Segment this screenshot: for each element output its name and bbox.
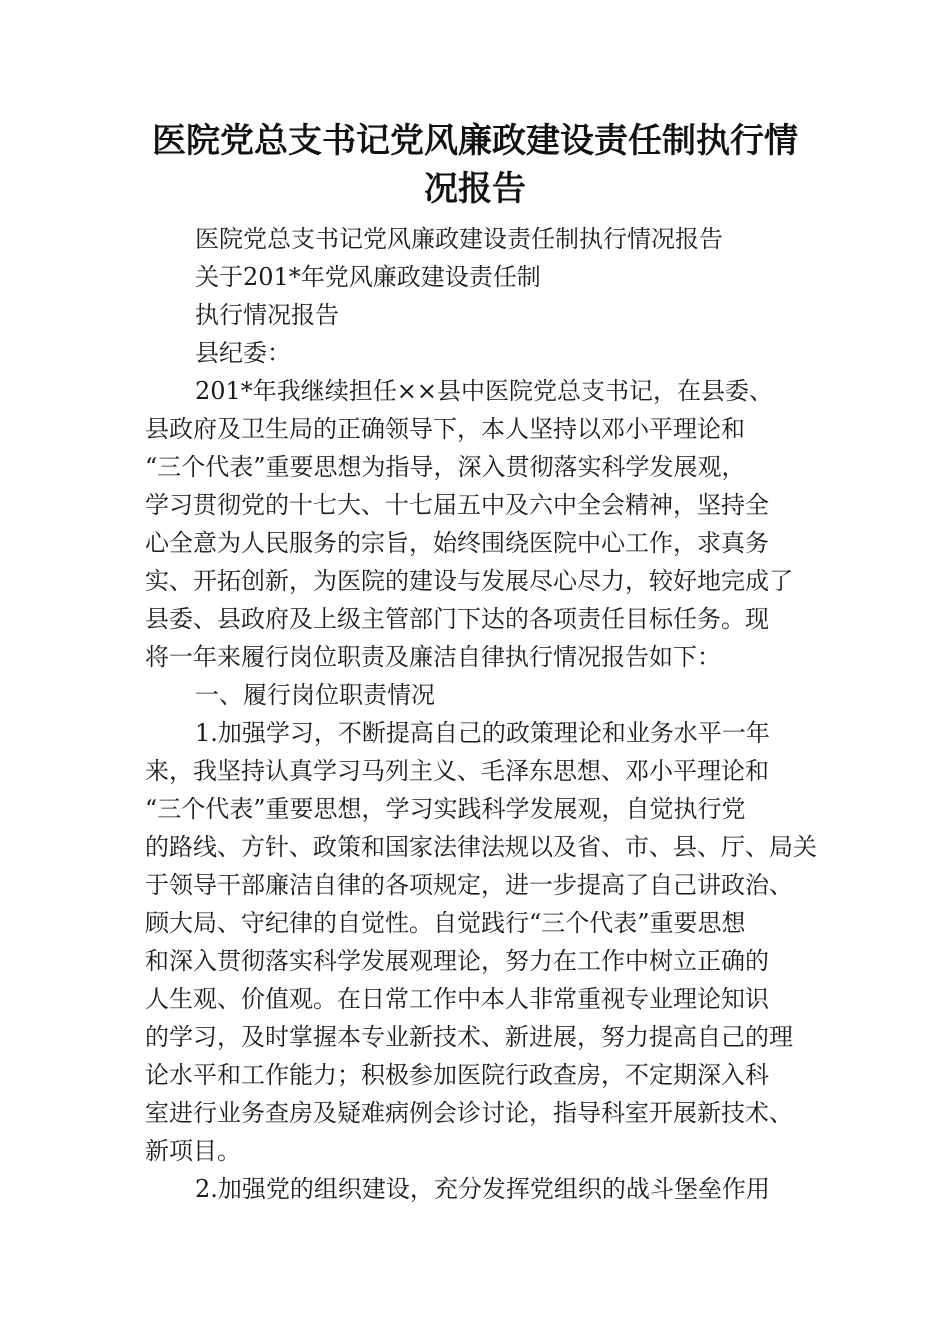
- body-text-line: 于领导干部廉洁自律的各项规定，进一步提高了自己讲政治、: [145, 871, 793, 899]
- document-heading-line: 执行情况报告: [195, 301, 339, 329]
- body-text-line: 县政府及卫生局的正确领导下，本人坚持以邓小平理论和: [145, 415, 745, 443]
- body-text-line: 的路线、方针、政策和国家法律法规以及省、市、县、厅、局关: [145, 833, 817, 861]
- body-text-line: 新项目。: [145, 1137, 241, 1165]
- body-text-line: 和深入贯彻落实科学发展观理论，努力在工作中树立正确的: [145, 947, 769, 975]
- body-text-line: 将一年来履行岗位职责及廉洁自律执行情况报告如下：: [145, 643, 721, 671]
- body-text-line: 论水平和工作能力；积极参加医院行政查房，不定期深入科: [145, 1061, 769, 1089]
- body-text-line: 的学习，及时掌握本专业新技术、新进展，努力提高自己的理: [145, 1023, 793, 1051]
- body-text-line: “三个代表”重要思想，学习实践科学发展观，自觉执行党: [145, 795, 746, 823]
- body-text-line: 顾大局、守纪律的自觉性。自觉践行“三个代表”重要思想: [145, 909, 746, 937]
- body-text-line: 学习贯彻党的十七大、十七届五中及六中全会精神，坚持全: [145, 491, 769, 519]
- section-heading: 2.加强党的组织建设，充分发挥党组织的战斗堡垒作用: [195, 1175, 770, 1203]
- body-text-line: 来，我坚持认真学习马列主义、毛泽东思想、邓小平理论和: [145, 757, 769, 785]
- body-text-line: 县委、县政府及上级主管部门下达的各项责任目标任务。现: [145, 605, 769, 633]
- document-heading-line: 关于201*年党风廉政建设责任制: [195, 263, 541, 291]
- document-subtitle: 医院党总支书记党风廉政建设责任制执行情况报告: [195, 225, 723, 253]
- section-heading: 一、履行岗位职责情况: [195, 681, 435, 709]
- document-title-line-2: 况报告: [424, 169, 526, 209]
- body-text-line: 1.加强学习，不断提高自己的政策理论和业务水平一年: [195, 719, 770, 747]
- body-text-line: 室进行业务查房及疑难病例会诊讨论，指导科室开展新技术、: [145, 1099, 793, 1127]
- body-text-line: 201*年我继续担任××县中医院党总支书记，在县委、: [195, 377, 774, 405]
- body-text-line: 实、开拓创新，为医院的建设与发展尽心尽力，较好地完成了: [145, 567, 793, 595]
- body-text-line: “三个代表”重要思想为指导，深入贯彻落实科学发展观，: [145, 453, 746, 481]
- document-salutation: 县纪委：: [195, 339, 291, 367]
- body-text-line: 人生观、价值观。在日常工作中本人非常重视专业理论知识: [145, 985, 769, 1013]
- document-title-line-1: 医院党总支书记党风廉政建设责任制执行情: [152, 121, 798, 161]
- body-text-line: 心全意为人民服务的宗旨，始终围绕医院中心工作，求真务: [145, 529, 769, 557]
